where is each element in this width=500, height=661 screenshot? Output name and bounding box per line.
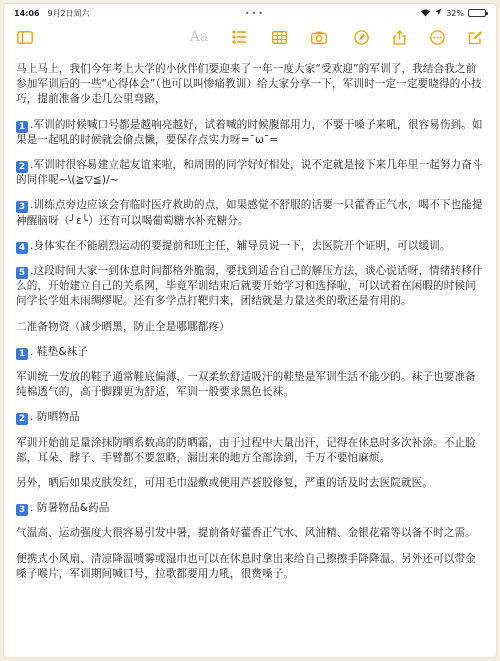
tip-text-5: .这段时间大家一到休息时间都格外脆弱，要找到适合自己的解压方法，谈心说话呀，情绪转移什么的，开始建立自己的关系网，毕竟军训结束后就要开始学习和选择啦，可以试着在闲暇的时候问问学长学姐未雨绸缪呢。还有多学点打靶归来，团结就是力量这类的歌还是有用的。 [16, 265, 483, 308]
share-icon[interactable] [386, 24, 412, 50]
number-badge-3: 3 [16, 201, 28, 213]
subsection-2-extra: 另外，晒后如果皮肤发红，可用毛巾湿敷或使用芦荟胶修复，严重的话及时去医院就医。 [16, 477, 434, 490]
battery-icon [468, 9, 486, 17]
status-date: 9月2日周六 [47, 8, 90, 18]
number-badge-5: 5 [16, 267, 28, 279]
status-time: 14:06 [14, 8, 40, 18]
more-options-icon[interactable] [424, 24, 450, 50]
tip-item-5 [16, 264, 484, 310]
battery-percent: 32% [446, 8, 464, 18]
subsection-1-title [16, 345, 484, 360]
subsection-1-label: . 鞋垫&袜子 [30, 345, 89, 358]
checklist-icon[interactable] [226, 24, 252, 50]
subsection-3-label: . 防暑物品&药品 [30, 502, 110, 515]
compose-icon[interactable] [462, 24, 488, 50]
subsection-3-title [16, 501, 484, 516]
tip-text-2: .军训时很容易建立起友谊来啦，和周围的同学好好相处，说不定就是接下来几年里一起努力奋斗的同伴呢~\(≧▽≦)/~ [16, 159, 483, 187]
tip-item-3 [16, 198, 484, 228]
camera-icon[interactable] [306, 24, 332, 50]
subsection-3-text-2: 便携式小风扇、清凉降温喷雾或湿巾也可以在休息时拿出来给自己擦擦手降降温。另外还可以带金嗓子喉片，军训期间喊口号，拉歌都要用力吼，很费嗓子。 [16, 552, 476, 580]
notes-window [4, 4, 496, 657]
tip-text-1: .军训的时候喊口号都是越响亮越好，试着喊的时候腹部用力，不要干嗓子来吼，很容易伤到。如果是一起吼的时候就会偷点懒，要保存点实力呀=¯ω¯= [16, 118, 483, 146]
section-2-title: 二准备物资（减少晒黑，防止全是哪哪都疼） [16, 320, 230, 333]
toolbar [4, 22, 496, 52]
number-badge-2: 2 [16, 161, 28, 173]
note-body[interactable] [4, 52, 496, 582]
tip-text-3: .训练点旁边应该会有临时医疗救助的点，如果感觉不舒服的话要一只藿香正气水，喝不下也能提神醒脑呀（╯ε╰）还有可以喝葡萄糖水补充糖分。 [16, 199, 483, 227]
sidebar-toggle-icon[interactable] [12, 24, 38, 50]
subsection-1-text: 军训统一发放的鞋子通常鞋底偏薄，一双柔软舒适吸汗的鞋垫是军训生活不能少的。袜子也要准备纯棉透气的，高于脚踝更为舒适，军训一般要求黑色长袜。 [16, 371, 476, 399]
subsection-2-label: . 防晒物品 [30, 411, 80, 424]
markup-pen-icon[interactable] [348, 24, 374, 50]
sub-badge-1: 1 [16, 348, 28, 360]
tip-item-2 [16, 158, 484, 188]
subsection-2-text: 军训开始前足量涂抹防晒系数高的防晒霜，由于过程中大量出汗，记得在休息时多次补涂。不止脸部，耳朵、脖子、手臂都不要忽略，漏出来的地方全部涂到，千万不要怕麻烦。 [16, 436, 476, 464]
subsection-3-text: 气温高、运动强度大很容易引发中暑，提前备好藿香正气水、风油精、金银花霜等以备不时之需。 [16, 527, 476, 540]
tip-item-1 [16, 118, 484, 148]
subsection-2-title [16, 410, 484, 425]
sub-badge-2: 2 [16, 413, 28, 425]
intro-paragraph: 马上马上，我们今年考上大学的小伙伴们要迎来了一年一度大家“受欢迎”的军训了，我结合我之前参加军训后的一些“心得体会”（也可以叫惨痛教训）给大家分享一下，军训时一定一定要晓得的小技巧，提前准备少走几公里弯路， [16, 63, 482, 106]
status-bar [4, 4, 496, 22]
number-badge-4: 4 [16, 242, 28, 254]
format-button[interactable]: Aa [189, 29, 209, 45]
tip-text-4: .身体实在不能剧烈运动的要提前和班主任，辅导员说一下，去医院开个证明，可以缓训。 [30, 239, 451, 252]
table-icon[interactable] [266, 24, 292, 50]
tip-item-4 [16, 239, 484, 254]
multitask-dots[interactable]: ••• [244, 8, 266, 18]
wifi-icon [420, 8, 431, 19]
sub-badge-3: 3 [16, 504, 28, 516]
location-icon [435, 8, 442, 18]
number-badge-1: 1 [16, 121, 28, 133]
